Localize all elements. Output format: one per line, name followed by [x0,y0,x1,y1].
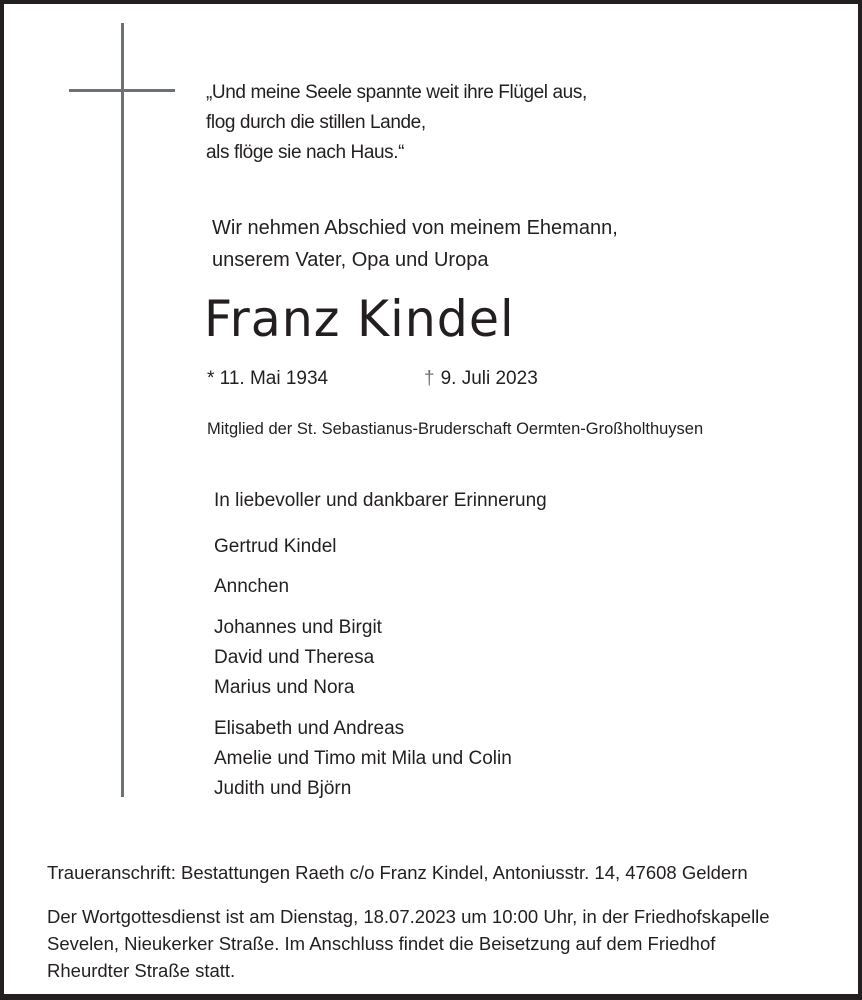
mourner-name: Judith und Björn [214,778,352,799]
quote-line: „Und meine Seele spannte weit ihre Flügel aus, [206,82,587,103]
cross-icon-horizontal [69,89,175,92]
intro-line: unserem Vater, Opa und Uropa [212,249,489,271]
farewell-intro [212,212,618,276]
mourner-name: Annchen [214,576,290,597]
intro-line: Wir nehmen Abschied von meinem Ehemann, [212,217,618,239]
mourner-name: Elisabeth und Andreas [214,718,405,739]
service-line: Sevelen, Nieukerker Straße. Im Anschluss findet die Beisetzung auf dem Friedhof [47,933,716,954]
mourner-group [214,532,337,562]
service-info [47,903,847,984]
death-date [424,366,538,392]
quote-line: als flöge sie nach Haus.“ [206,142,405,163]
mourner-name: David und Theresa [214,647,375,668]
service-line: Der Wortgottesdienst ist am Dienstag, 18.07.2023 um 10:00 Uhr, in der Friedhofskapelle [47,906,770,927]
cross-icon-vertical [121,23,124,797]
service-line: Rheurdter Straße statt. [47,960,236,981]
mourner-name: Johannes und Birgit [214,617,382,638]
mourner-group [214,572,289,602]
mourner-name: Amelie und Timo mit Mila und Colin [214,748,512,769]
dagger-icon: † [424,368,435,389]
poem-quote [206,78,587,168]
birth-date: * 11. Mai 1934 [207,368,329,389]
mourning-address: Traueranschrift: Bestattungen Raeth c/o Franz Kindel, Antoniusstr. 14, 47608 Geldern [47,862,748,883]
quote-line: flog durch die stillen Lande, [206,112,426,133]
mourner-group [214,714,512,804]
mourner-group [214,613,382,703]
mourner-name: Gertrud Kindel [214,536,337,557]
obituary-notice [4,4,858,994]
remembrance-heading: In liebevoller und dankbarer Erinnerung [214,490,547,511]
death-date-text: 9. Juli 2023 [440,368,538,389]
deceased-name: Franz Kindel [204,290,515,348]
membership-line: Mitglied der St. Sebastianus-Bruderschaft Oermten-Großholthuysen [207,420,704,438]
mourner-name: Marius und Nora [214,677,355,698]
